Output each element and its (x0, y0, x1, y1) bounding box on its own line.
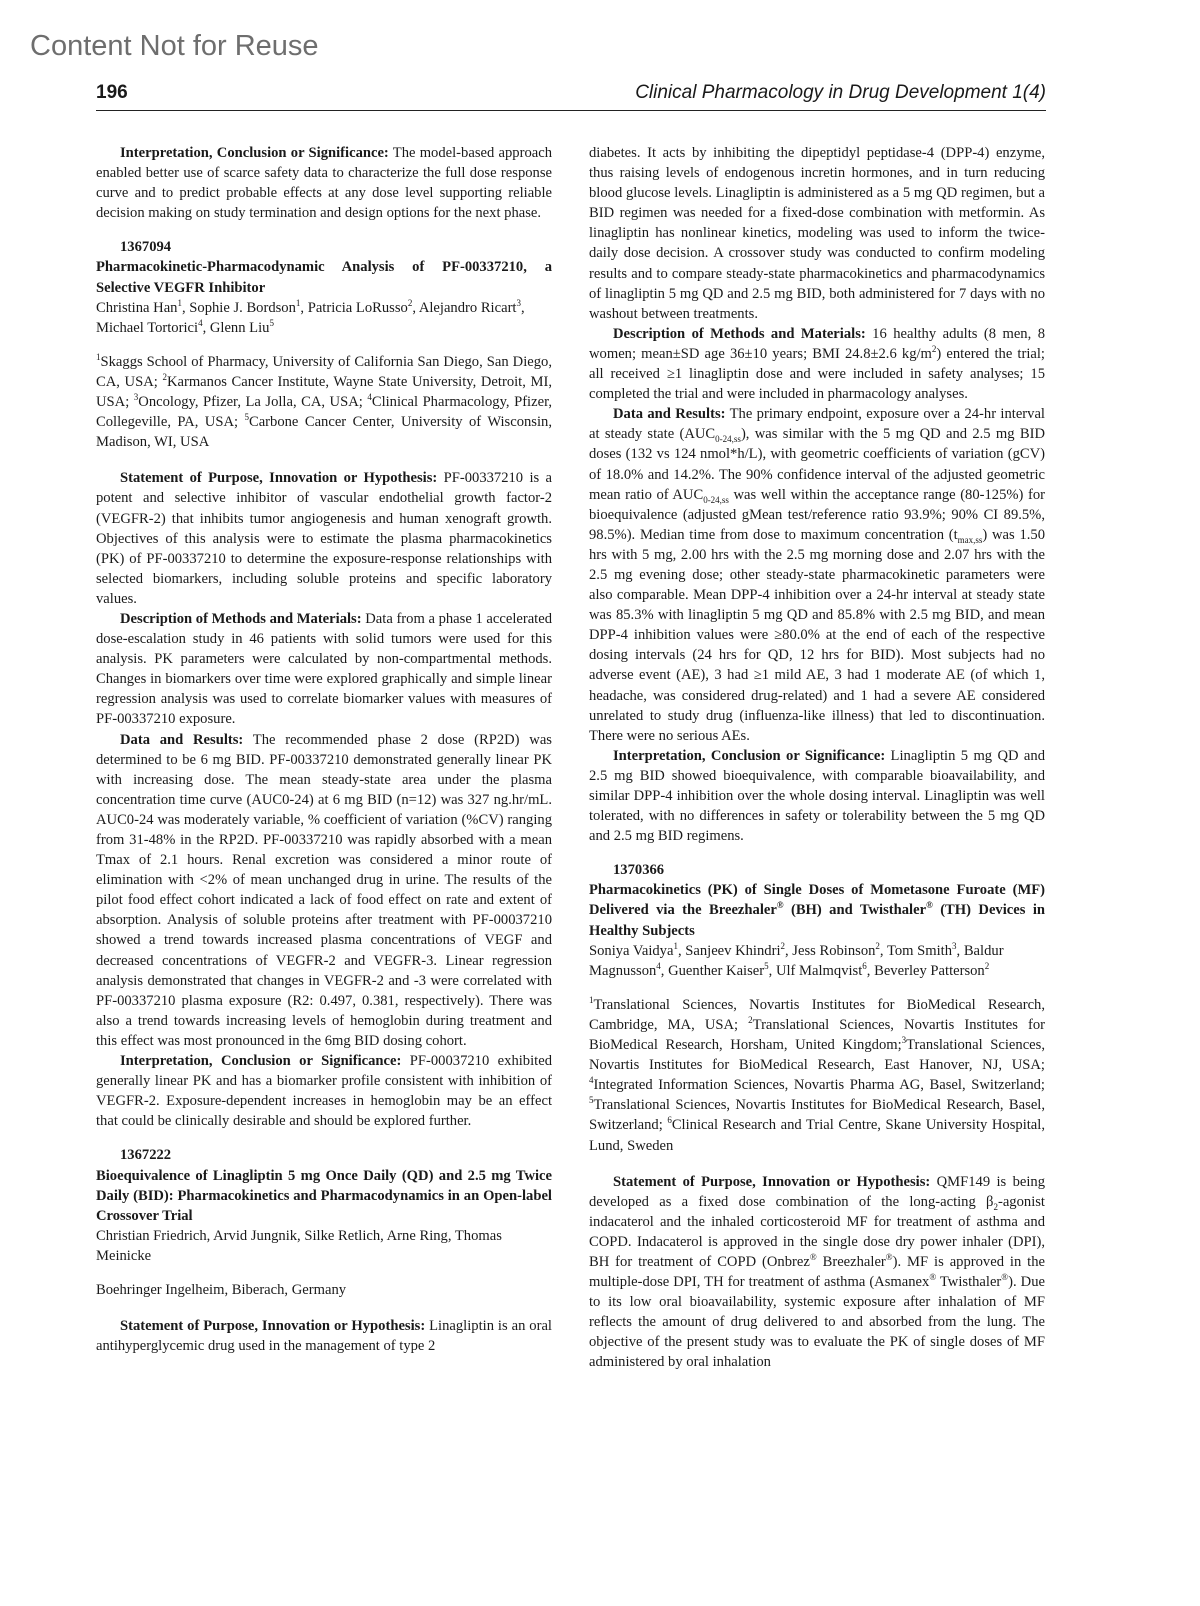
abstract-2-id: 1367222 (120, 1147, 172, 1164)
abstract-3-title: Pharmacokinetics (PK) of Single Doses of Mometasone Furoate (MF) Delivered via the Breezhaler® (BH) and Twisthaler® (TH) Devices in Healthy Subjects (589, 882, 1045, 939)
abstract-2-methods: Description of Methods and Materials: 16 healthy adults (8 men, 8 women; mean±SD age 36±10 years; BMI 24.8±2.6 $kg/m^2$) entered the trial; all received ≥1 linagliptin dose and were included in safety analyses; 15 completed the trial and were included in pharmacology analyses. (589, 325, 1045, 403)
abstract-2-purpose-end: diabetes. It acts by inhibiting the dipeptidyl peptidase-4 (DPP-4) enzyme, thus raising levels of endogenous incretin hormones, and in turn reducing blood glucose levels. Linagliptin is administered as a 5 mg QD regimen, but a BID regimen was needed for a fixed-dose combination with metformin. As linagliptin has nonlinear kinetics, modeling was used to inform the twice-daily dose decision. A crossover study was conducted to confirm modeling results and to compare steady-state pharmacokinetics and pharmacodynamics of linagliptin 5 mg QD and 2.5 mg BID, both administered for 7 days with no washout between treatments. (589, 145, 1045, 322)
abstract-1-affiliations: $^1$Skaggs School of Pharmacy, University of California San Diego, San Diego, CA, USA; $^2$Karmanos Cancer Institute, Wayne State University, Detroit, MI, USA; $^3$Oncology, Pfizer, La Jolla, CA, USA; $^4$Clinical Pharmacology, Pfizer, Collegeville, PA, USA; $^5$Carbone Cancer Center, University of Wisconsin, Madison, WI, USA (96, 351, 552, 451)
abstract-2-purpose-start: Statement of Purpose, Innovation or Hypothesis: Linagliptin is an oral antihyperglycemic drug used in the management of type 2 (96, 1318, 552, 1355)
right-column (589, 143, 1045, 1373)
abstract-2-affiliations: Boehringer Ingelheim, Biberach, Germany (96, 1281, 347, 1298)
running-head: Clinical Pharmacology in Drug Development 1(4) (635, 82, 1046, 103)
header-rule (96, 110, 1046, 111)
section-heading: Interpretation, Conclusion or Significance: (120, 145, 389, 161)
abstract-1-interpretation: Interpretation, Conclusion or Significance: PF-00037210 exhibited generally linear PK and has a biomarker profile consistent with inhibition of VEGFR-2. Exposure-dependent increases in hemoglobin may be an effect that could be clinically desirable and should be explored further. (96, 1053, 552, 1130)
abstract-2-authors: Christian Friedrich, Arvid Jungnik, Silke Retlich, Arne Ring, Thomas Meinicke (96, 1227, 502, 1264)
abstract-1-authors: Christina Han$^1$, Sophie J. Bordson$^1$, Patricia LoRusso$^2$, Alejandro Ricart$^3$, Michael Tortorici$^4$, Glenn Liu$^5$ (96, 297, 525, 336)
abstract-3-authors: Soniya Vaidya$^1$, Sanjeev Khindri$^2$, Jess Robinson$^2$, Tom Smith$^3$, Baldur Magnusson$^4$, Guenther Kaiser$^5$, Ulf Malmqvist$^6$, Beverley Patterson$^2$ (589, 940, 1004, 979)
abstract-1-purpose: Statement of Purpose, Innovation or Hypothesis: PF-00337210 is a potent and selective inhibitor of vascular endothelial growth factor-2 (VEGFR-2) that inhibits tumor angiogenesis and human xenograft growth. Objectives of this analysis were to estimate the plasma pharmacokinetics (PK) of PF-00337210 to determine the exposure-response relationships with selected biomarkers, including soluble proteins and specific laboratory values. (96, 470, 553, 607)
abstract-1-methods: Description of Methods and Materials: Data from a phase 1 accelerated dose-escalation study in 46 patients with solid tumors were used for this analysis. PK parameters were calculated by non-compartmental methods. Changes in biomarkers over time were explored graphically and simple linear regression analysis was used to correlate biomarker values with measures of PF-00337210 exposure. (96, 610, 553, 728)
section-text: The model-based approach enabled better use of scarce safety data to characterize the full dose response curve and to predict probable effects at any dose level supporting reliable decision making on study termination and design options for the next phase. (96, 145, 552, 222)
abstract-2-interpretation: Interpretation, Conclusion or Significance: Linagliptin 5 mg QD and 2.5 mg BID showed bioequivalence, with comparable bioavailability, and similar DPP-4 inhibition over the whole dosing interval. Linagliptin was well tolerated, with no differences in safety or tolerability between the 5 mg QD and 2.5 mg BID regimens. (589, 747, 1045, 845)
left-column (96, 143, 552, 1356)
abstract-1-id: 1367094 (120, 239, 172, 256)
abstract-0-interpretation (96, 143, 552, 223)
abstract-1-title: Pharmacokinetic-Pharmacodynamic Analysis of PF-00337210, a Selective VEGFR Inhibitor (96, 259, 552, 296)
abstract-2-results: Data and Results: The primary endpoint, exposure over a 24-hr interval at steady state $(AUC_{0-24,ss})$, was similar with the 5 mg QD and 2.5 mg BID doses (132 vs 124 nmol*h/L), with geometric coefficients of variation (gCV) of 18.0% and 14.2%. The 90% confidence interval of the adjusted geometric mean ratio of $AUC_{0-24,ss}$ was well within the acceptance range (80-125%) for bioequivalence (adjusted gMean test/reference ratio 93.9%; 90% CI 89.5%, 98.5%). Median time from dose to maximum concentration $(t_{max,ss})$ was 1.50 hrs with 5 mg, 2.00 hrs with the 2.5 mg morning dose and 2.07 hrs with the 2.5 mg evening dose; other steady-state pharmacokinetic parameters were also comparable. Mean DPP-4 inhibition over a 24-hr interval at steady state was 85.3% with linagliptin 5 mg QD and 85.8% with 2.5 mg BID, and mean DPP-4 inhibition values were ≥80.0% at the end of each of the respective dosing intervals (24 hrs for QD, 12 hrs for BID). Most subjects had no adverse event (AE), 3 had ≥1 mild AE, 3 had 1 moderate AE (of which 1, headache, was considered drug-related) and 1 had a severe AE considered unrelated to study drug (influenza-like illness) that led to discontinuation. There were no serious AEs. (589, 406, 1045, 744)
abstract-3-affiliations: $^1$Translational Sciences, Novartis Institutes for BioMedical Research, Cambridge, MA, USA; $^2$Translational Sciences, Novartis Institutes for BioMedical Research, Horsham, United Kingdom;$^3$Translational Sciences, Novartis Institutes for BioMedical Research, East Hanover, NJ, USA; $^4$Integrated Information Sciences, Novartis Pharma AG, Basel, Switzerland; $^5$Translational Sciences, Novartis Institutes for BioMedical Research, Basel, Switzerland; $^6$Clinical Research and Trial Centre, Skane University Hospital, Lund, Sweden (589, 994, 1045, 1154)
abstract-3-purpose: Statement of Purpose, Innovation or Hypothesis: QMF149 is being developed as a fixed dose combination of the long-acting $\beta_2$-agonist indacaterol and the inhaled corticosteroid MF for treatment of asthma and COPD. Indacaterol is approved in the single dose dry power inhaler (DPI), BH for treatment of COPD (Onbrez® Breezhaler®). MF is approved in the multiple-dose DPI, TH for treatment of asthma (Asmanex® Twisthaler®). Due to its low oral bioavailability, systemic exposure after inhalation of MF reflects the amount of drug delivered to and absorbed from the lung. The objective of the present study was to evaluate the PK of single doses of MF administered by oral inhalation (589, 1173, 1046, 1371)
page-number: 196 (96, 82, 128, 103)
abstract-1-results: Data and Results: The recommended phase 2 dose (RP2D) was determined to be 6 mg BID. PF-00337210 demonstrated generally linear PK with increasing dose. The mean steady-state area under the plasma concentration time curve (AUC0-24) at 6 mg BID (n=12) was 327 ng.hr/mL. AUC0-24 was moderately variable, % coefficient of variation (%CV) ranging from 31-48% in the RP2D. PF-00337210 was rapidly absorbed with a mean Tmax of 2.1 hours. Renal excretion was considered a minor route of elimination with <2% of mean unchanged drug in urine. The results of the pilot food effect cohort indicated a lack of food effect on rate and extent of absorption. Analysis of soluble proteins after treatment with PF-00037210 showed a trend towards increased plasma concentrations of VEGF and decreased concentrations of VEGFR-2 and VEGFR-3. Linear regression analysis demonstrated that changes in VEGFR-2 and -3 were correlated with PF-00337210 plasma exposure (R2: 0.497, 0.381, respectively). There was also a trend towards increasing levels of hemoglobin during treatment and this effect was most pronounced in the 6mg BID dosing cohort. (96, 731, 552, 1049)
watermark: Content Not for Reuse (30, 30, 319, 62)
abstract-3-id: 1370366 (613, 862, 665, 879)
abstract-2-title: Bioequivalence of Linagliptin 5 mg Once Daily (QD) and 2.5 mg Twice Daily (BID): Pharmacokinetics and Pharmacodynamics in an Open-label Crossover Trial (96, 1167, 552, 1224)
